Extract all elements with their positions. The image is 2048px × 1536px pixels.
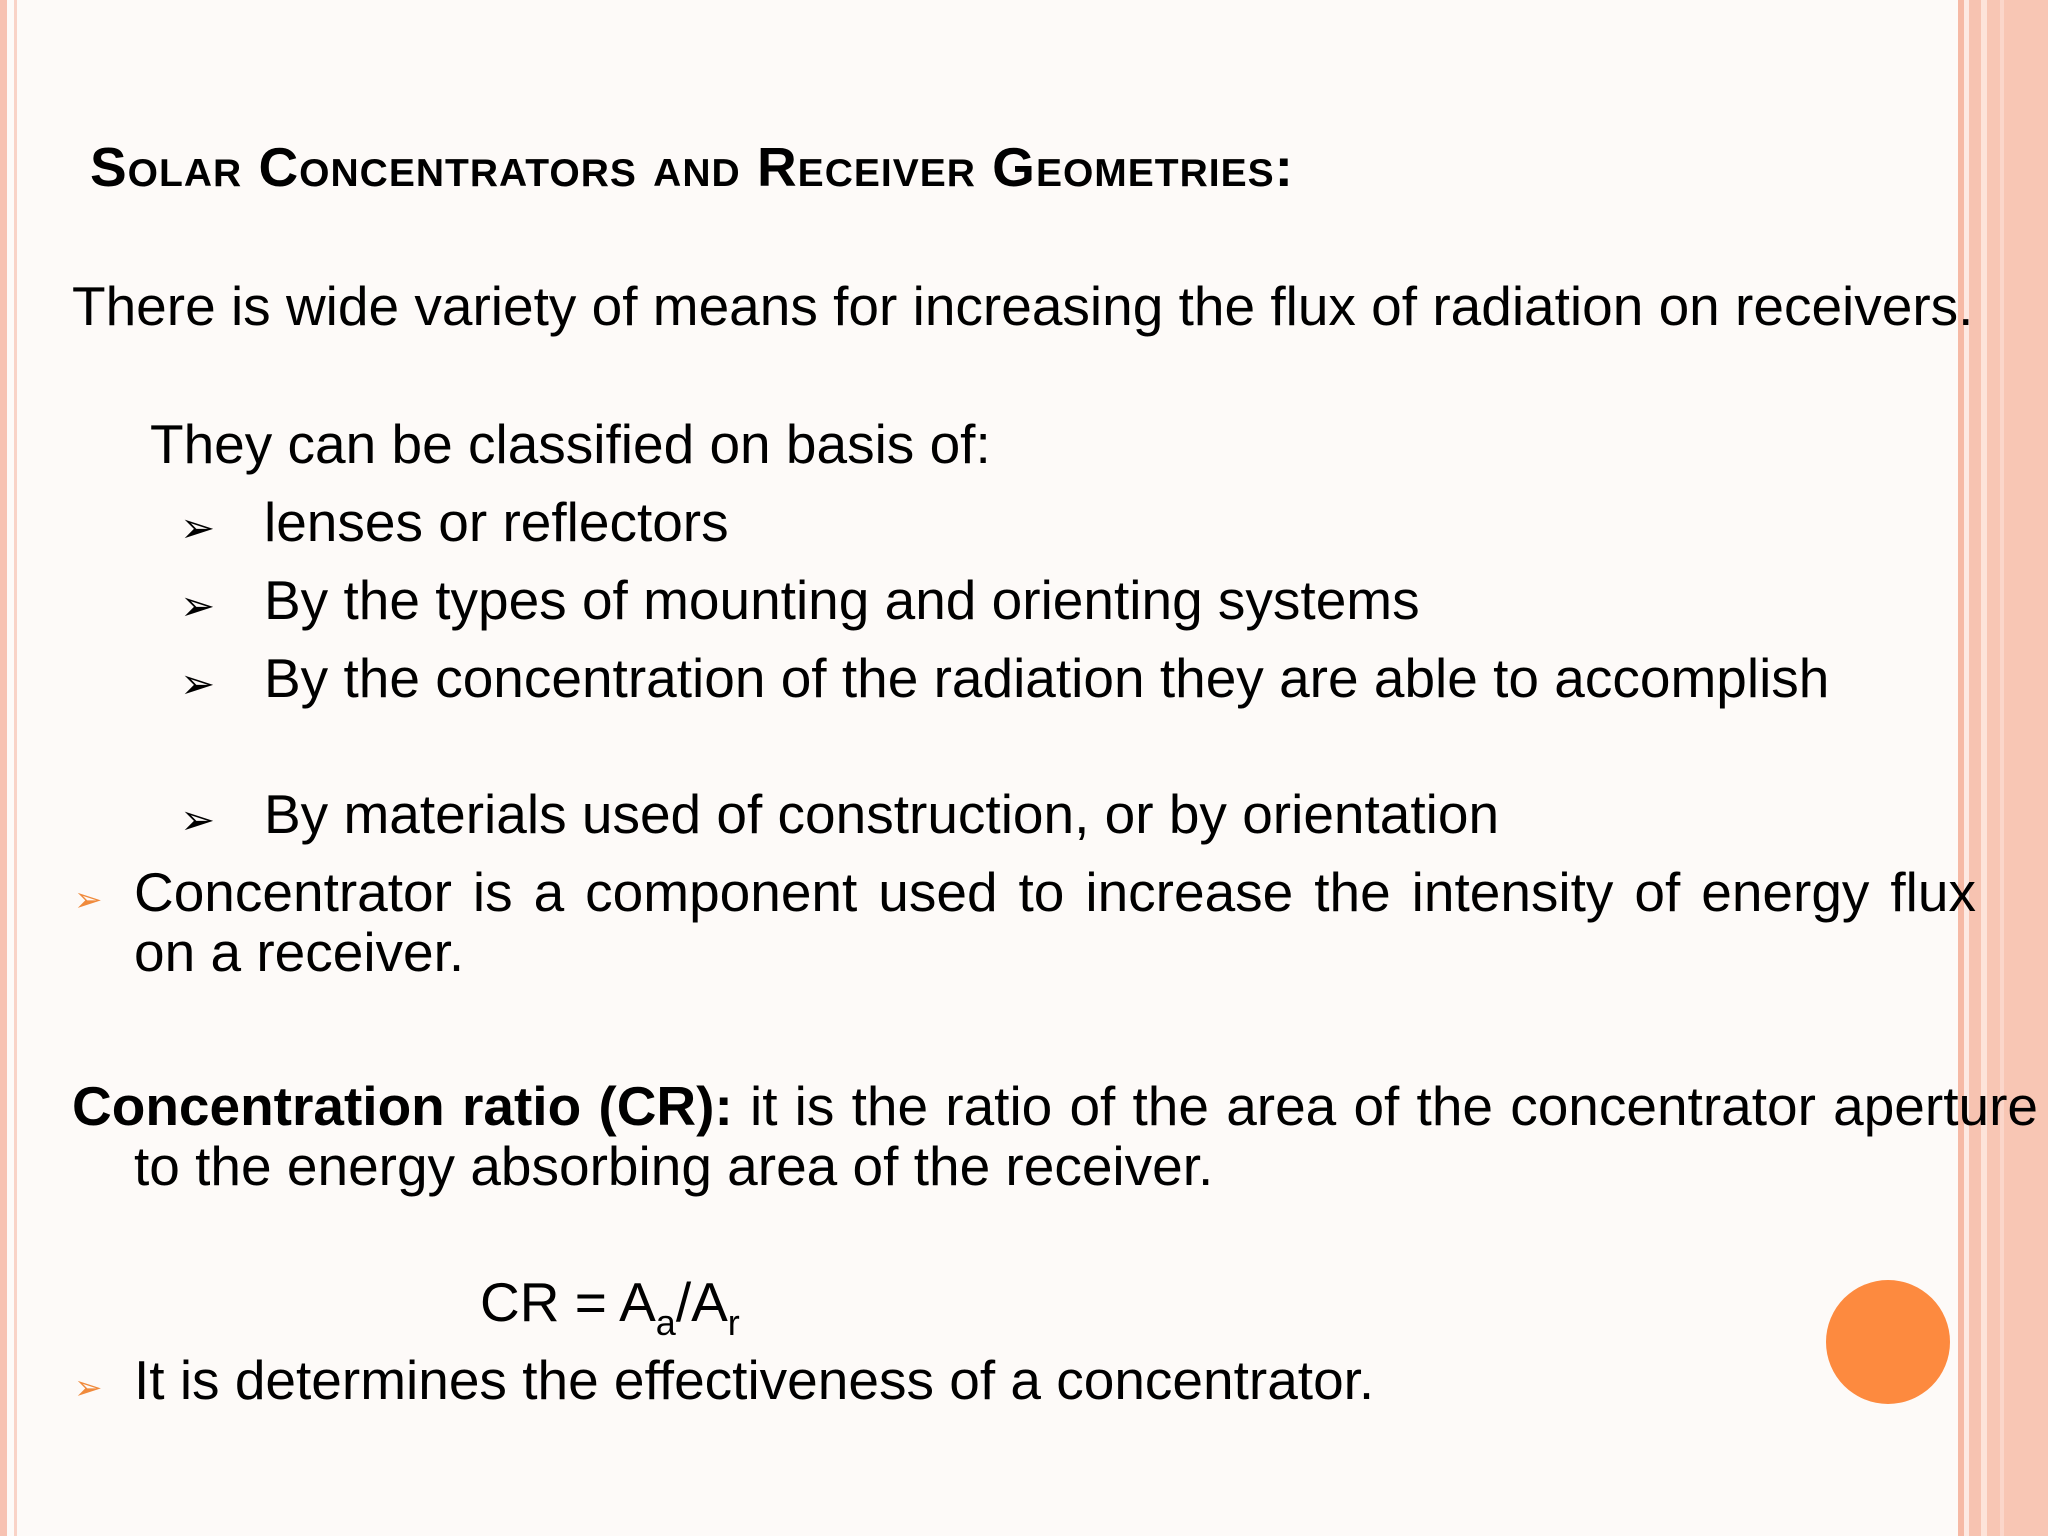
orange-arrow-bullet-icon: ➢ xyxy=(74,1369,103,1407)
left-border-inner xyxy=(14,0,17,1536)
cr-heading: Concentration ratio (CR): xyxy=(72,1075,733,1137)
right-border-stripe xyxy=(2000,0,2004,1536)
orange-arrow-bullet-icon: ➢ xyxy=(74,881,103,919)
formula-sub-a: a xyxy=(655,1302,676,1343)
bullet-text: lenses or reflectors xyxy=(264,491,729,553)
classification-bullet xyxy=(176,492,1976,552)
arrow-bullet-icon: ➢ xyxy=(180,504,216,551)
slide-title: Solar Concentrators and Receiver Geometries: xyxy=(90,136,1294,198)
bullet-text: By materials used of construction, or by orientation xyxy=(264,783,1500,845)
arrow-bullet-icon: ➢ xyxy=(180,796,216,843)
classification-bullet xyxy=(176,570,1976,630)
right-border-stripe xyxy=(1987,0,2048,1536)
formula-sub-r: r xyxy=(727,1302,740,1343)
bullet-text: By the concentration of the radiation they are able to accomplish xyxy=(264,647,1830,709)
bullet-text: By the types of mounting and orienting systems xyxy=(264,569,1420,631)
classification-bullet xyxy=(176,784,1976,844)
right-border-stripe xyxy=(1969,0,1981,1536)
cr-definition: it is the ratio of the area of the concentrator aperture to the energy absorbing area of the receiver. xyxy=(134,1075,2038,1197)
cr-formula xyxy=(480,1271,740,1343)
left-border xyxy=(0,0,7,1536)
formula-mid: /A xyxy=(675,1271,728,1333)
concentrator-bullet xyxy=(72,862,1976,982)
concentrator-definition: Concentrator is a component used to increase the intensity of energy flux on a receiver. xyxy=(134,861,1976,983)
orange-circle-decoration xyxy=(1826,1280,1950,1404)
classified-lead: They can be classified on basis of: xyxy=(150,413,991,475)
effectiveness-bullet xyxy=(72,1350,1976,1410)
cr-paragraph xyxy=(72,1076,2038,1196)
arrow-bullet-icon: ➢ xyxy=(180,582,216,629)
arrow-bullet-icon: ➢ xyxy=(180,660,216,707)
effectiveness-text: It is determines the effectiveness of a concentrator. xyxy=(134,1349,1375,1411)
classification-bullet xyxy=(176,648,1976,708)
formula-lhs: CR = A xyxy=(480,1271,656,1333)
intro-paragraph: There is wide variety of means for increasing the flux of radiation on receivers. xyxy=(72,275,1974,337)
